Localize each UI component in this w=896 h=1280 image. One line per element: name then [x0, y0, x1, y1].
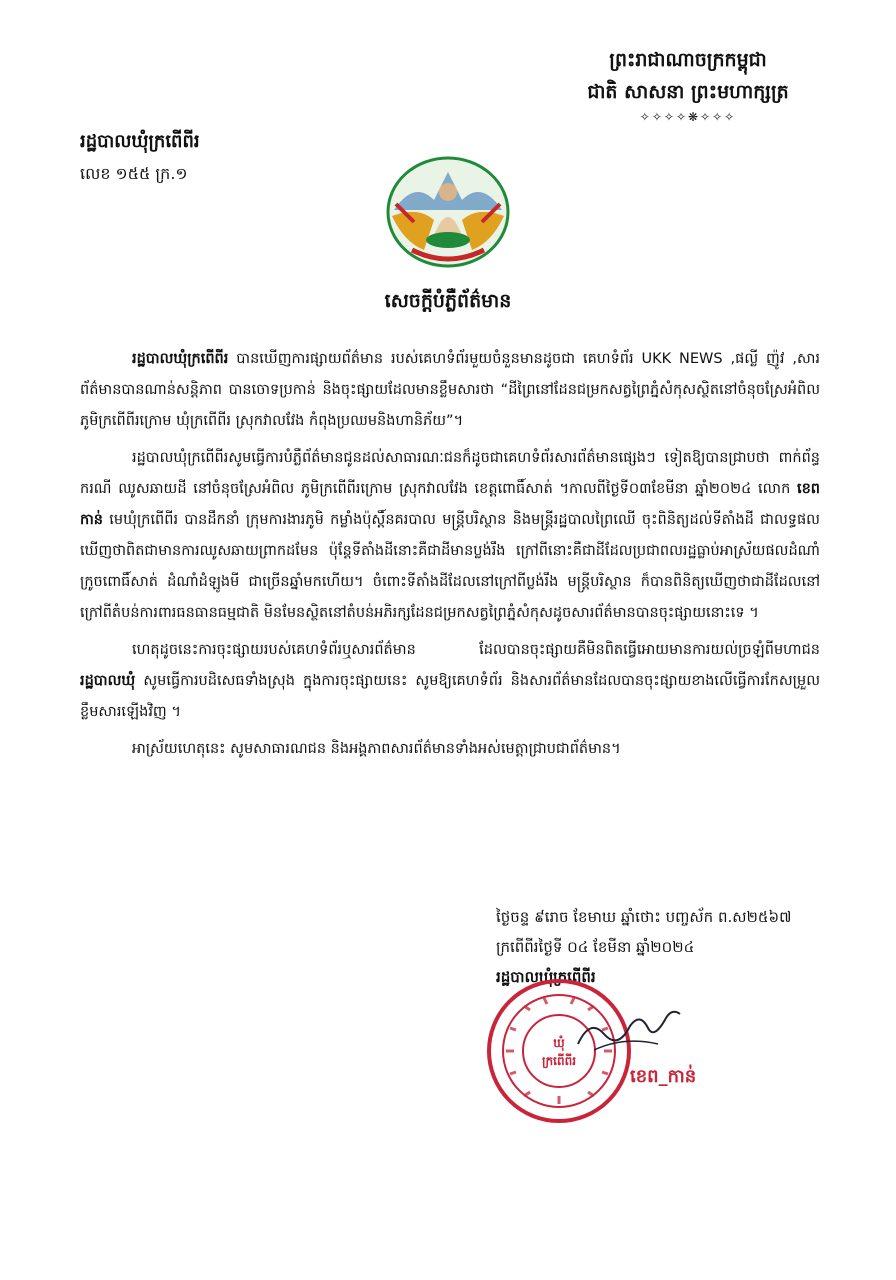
paragraph-1 [80, 344, 820, 437]
ornament-divider: ✧✧✧✧❋✧✧✧ [639, 110, 737, 124]
commune-emblem-icon [384, 150, 512, 268]
signer-name: ខេព_កាន់ [630, 1066, 697, 1087]
signing-office: រដ្ឋបាលឃុំក្រពើពីរ [496, 968, 596, 986]
office-short-inline: រដ្ឋបាលឃុំ [80, 673, 136, 689]
paragraph-2-text-b: មេឃុំក្រពើពីរ បានដឹកនាំ ក្រុមការងារភូមិ កម្លាំងប៉ុស្តិ៍នគរបាល មន្ត្រីបរិស្ថាន និងមន្ត្រីរដ្ឋបាលព្រៃឈើ ចុះពិនិត្យដល់ទីតាំងដី ជាលទ្ធផលឃើញថាពិតជាមានការឈូសឆាយព្រាកដមែន ប៉ុន្តែទីតាំងដីនោះគឺជាដីមានប្លង់រឹង ក្រៅពីនោះគឺជាដីដែលប្រជាពលរដ្ឋធ្លាប់អាស្រ័យផលដំណាំក្រូចពោធិ៍សាត់ ដំណាំដំឡូងមី ជាច្រើនឆ្នាំមកហើយ។ ចំពោះទីតាំងដីដែលនៅក្រៅពីប្លង់រឹង មន្ត្រីបរិស្ថាន ក៏បានពិនិត្យឃើញថាជាដីដែលនៅក្រៅពីតំបន់ការពារធនធានធម្មជាតិ មិនមែនស្ថិតនៅតំបន់អភិរក្សដែនជម្រកសត្វព្រៃភ្នំសំកុសដូចសារព័ត៌មានបានចុះផ្សាយនោះទេ ។ [80, 512, 820, 621]
kingdom-motto [568, 44, 808, 126]
paragraph-1-text: បានឃើញការផ្សាយព័ត៌មាន របស់គេហទំព័រមួយចំនួនមានដូចជា គេហទំព័រ UKK NEWS ,ផល្លី ញ៉ូវ ,សារព័ត៌មានបានណាន់សន្តិភាព បានចោទប្រកាន់ និងចុះផ្សាយដែលមានខ្លឹមសារថា “ដីព្រៃនៅដែនជម្រកសត្វព្រៃភ្នំសំកុសស្ថិតនៅចំនុចស្រែអំពិលភូមិក្រពើពីរក្រោម ឃុំក្រពើពីរ ស្រុកវាលវែង កំពុងប្រឈមនិងហានិភ័យ”។ [80, 351, 820, 429]
svg-text:ក្រពើពីរ: ក្រពើពីរ [541, 1054, 577, 1068]
paragraph-2-text-a: រដ្ឋបាលឃុំក្រពើពីរសូមធ្វើការបំភ្លឺព័ត៌មានជូនដល់សាធារណៈជនក៏ដូចជាគេហទំព័រសារព័ត៌មានផ្សេងៗ ទៀតឱ្យបានជ្រាបថា ពាក់ព័ន្ធករណី ឈូសឆាយដី នៅចំនុចស្រែអំពិល ភូមិក្រពើពីរក្រោម ស្រុកវាលវែង ខេត្តពោធិ៍សាត់ ។កាលពីថ្ងៃទី០៣ខែមីនា ឆ្នាំ២០២៤ លោក [80, 450, 820, 497]
paragraph-2 [80, 443, 820, 629]
paragraph-3-text-b: សូមធ្វើការបដិសេធទាំងស្រុង ក្នុងការចុះផ្សាយនេះ សូមឱ្យគេហទំព័រ និងសារព័ត៌មានដែលបានចុះផ្សាយខាងលើធ្វើការកែសម្រួលខ្លឹមសារឡើងវិញ ។ [80, 673, 820, 720]
paragraph-3 [80, 635, 820, 728]
office-name-inline: រដ្ឋបាលឃុំក្រពើពីរ [132, 351, 229, 367]
chief-name-inline: ខេព កាន់ [80, 481, 820, 528]
lunar-date: ថ្ងៃចន្ទ ៩រោច ខែមាឃ ឆ្នាំថោះ បញ្ចស័ក ព.ស២៥៦៧ [496, 908, 792, 926]
solar-date: ក្រពើពីរថ្ងៃទី ០៤ ខែមីនា ឆ្នាំ២០២៤ [496, 938, 695, 956]
paragraph-3-text-a: ហេតុដូចនេះការចុះផ្សាយរបស់គេហទំព័រឬសារព័ត៌មាន ដែលបានចុះផ្សាយគឺមិនពិតធ្វើអោយមានការយល់ច្រឡំពីមហាជន [132, 642, 820, 658]
issuing-office: រដ្ឋបាលឃុំក្រពើពីរ [80, 131, 200, 152]
paragraph-4: អាស្រ័យហេតុនេះ សូមសាធារណជន និងអង្គភាពសារព័ត៌មានទាំងអស់មេត្តាជ្រាបជាព័ត៌មាន។ [132, 741, 621, 757]
svg-text:ឃុំ: ឃុំ [553, 1036, 565, 1050]
document-title: សេចក្តីបំភ្លឺព័ត៌មាន [384, 290, 512, 312]
reference-number: លេខ ១៥៥ ក្រ.១ [80, 164, 188, 183]
kingdom-line-2: ជាតិ សាសនា ព្រះមហាក្សត្រ [587, 81, 789, 103]
document-body [80, 344, 820, 771]
kingdom-line-1: ព្រះរាជាណាចក្រកម្ពុជា [609, 49, 767, 71]
handwritten-signature-icon [574, 1000, 684, 1056]
